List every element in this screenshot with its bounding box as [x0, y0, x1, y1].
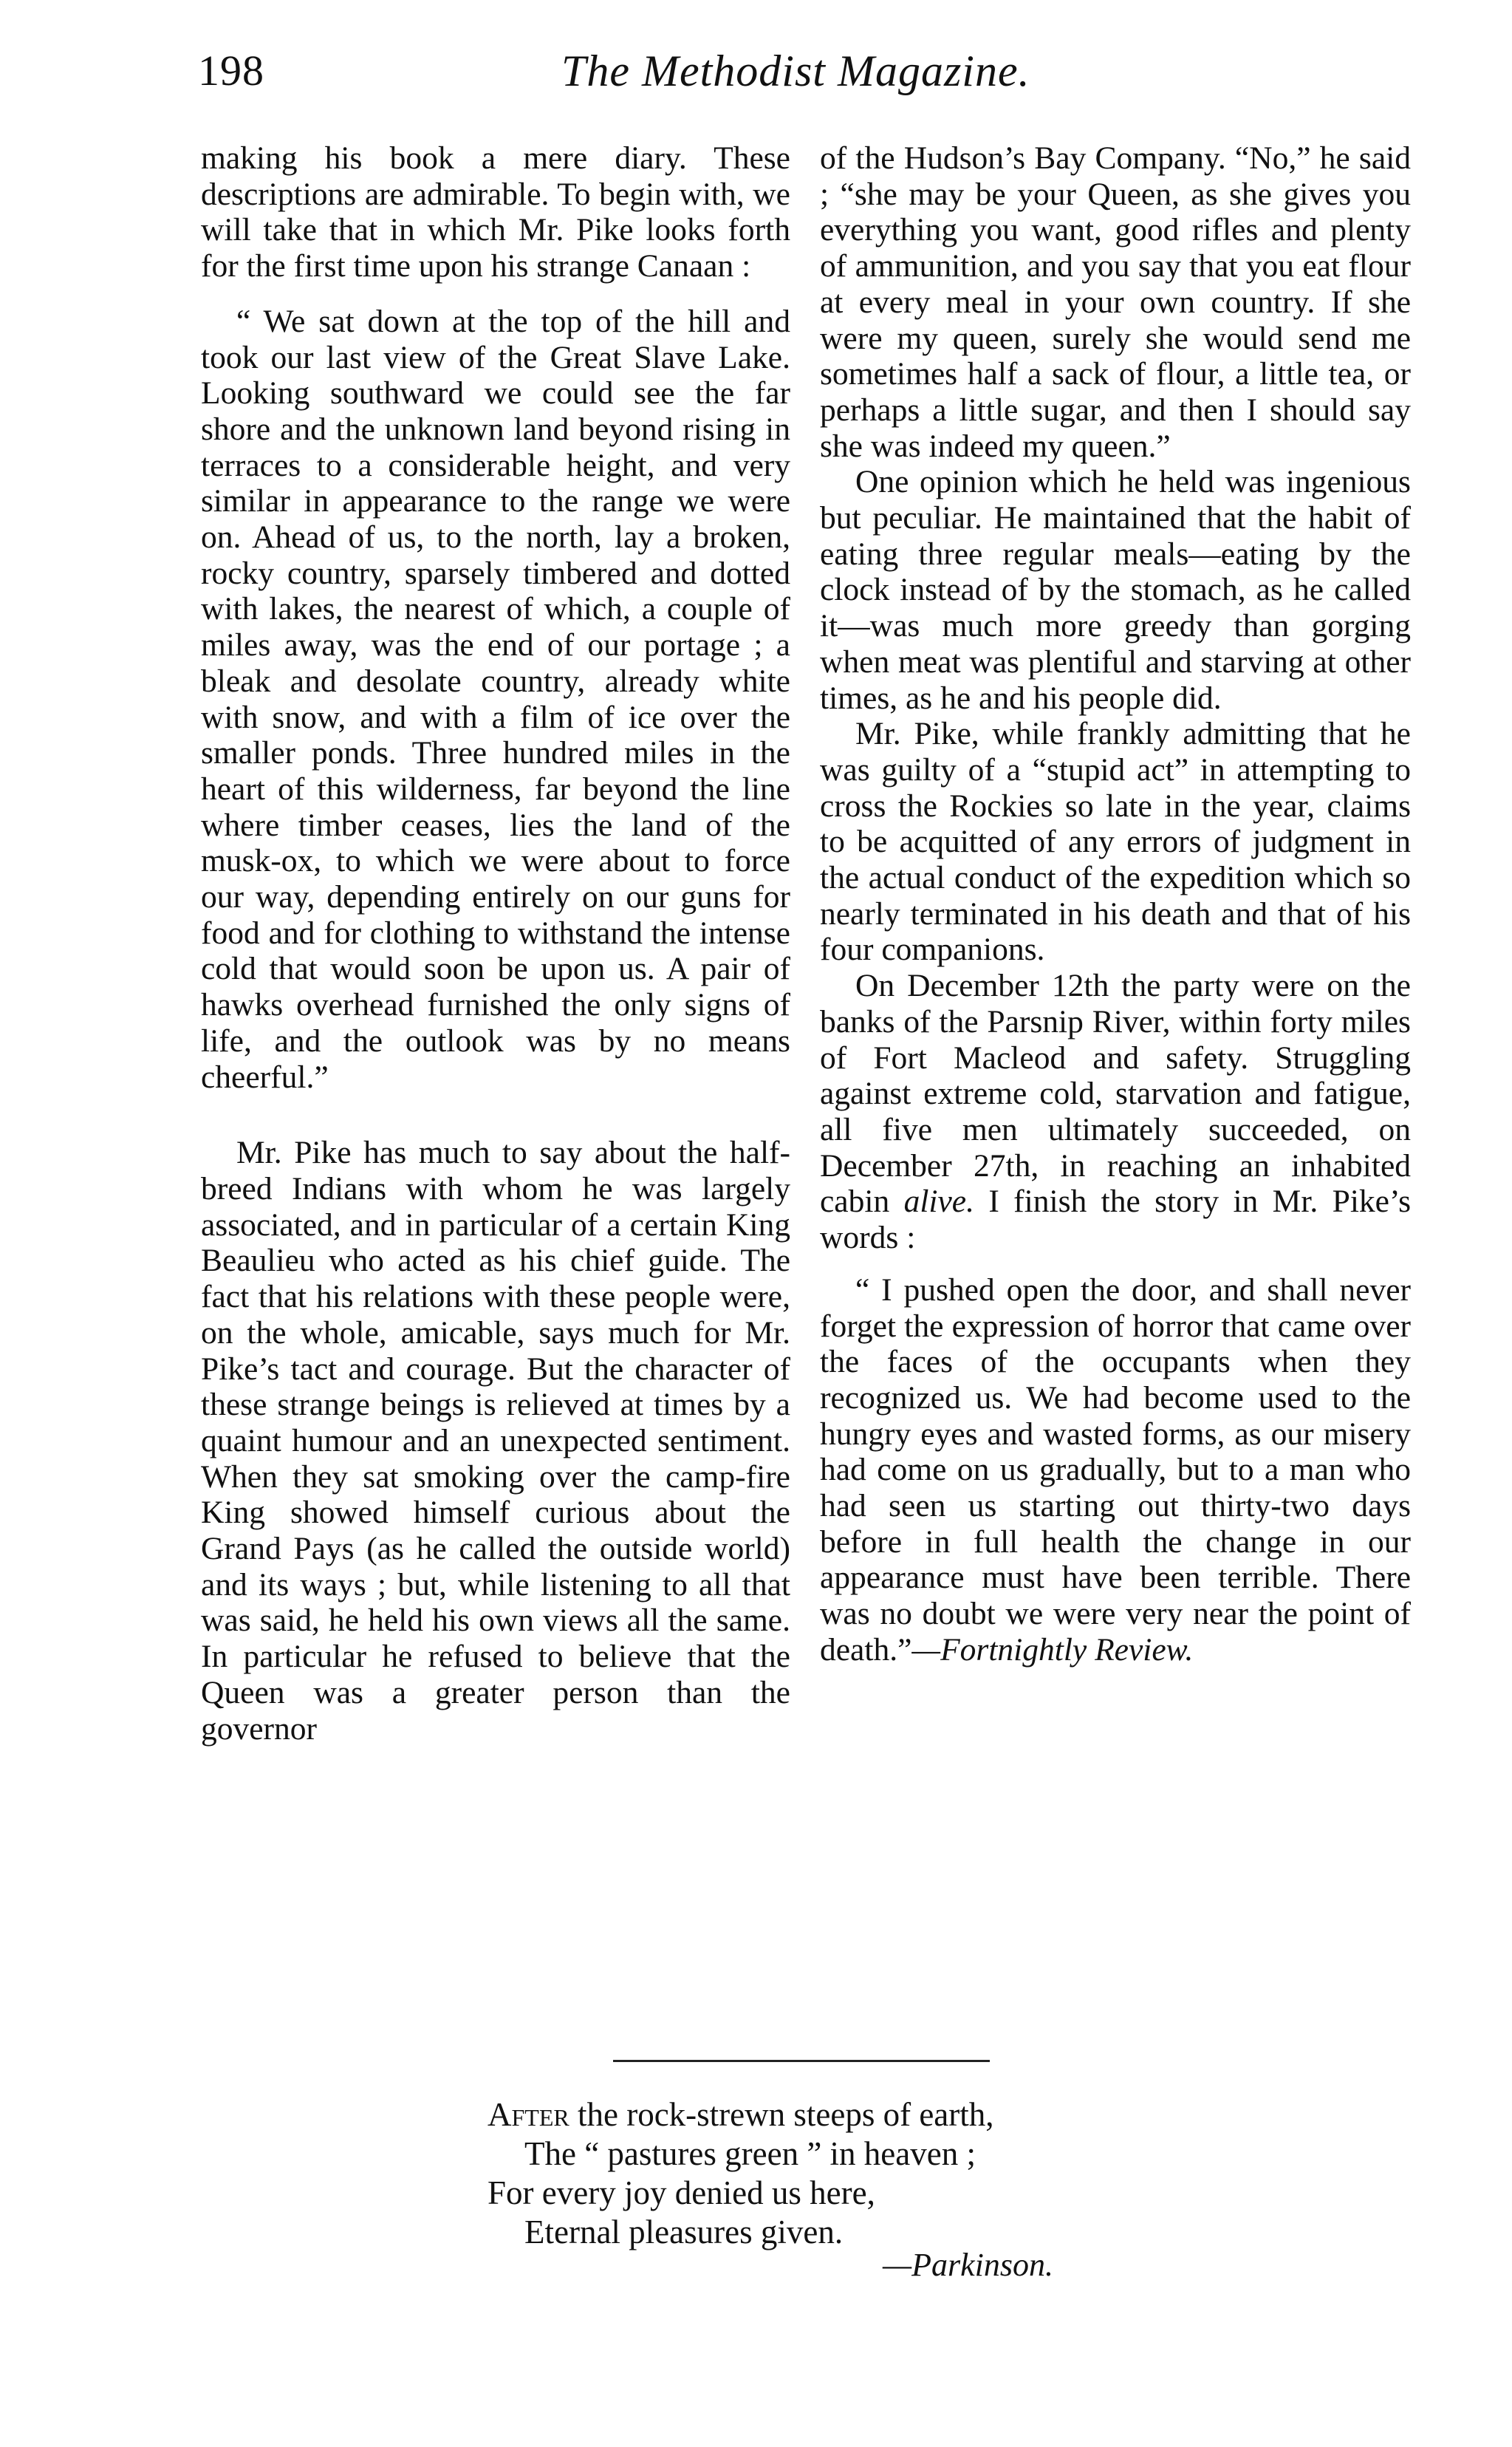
section-divider [613, 2060, 990, 2062]
poem-line-text: the rock-strewn steeps of earth, [569, 2096, 994, 2133]
paragraph-text: On December 12th the party were on the banks of the Parsnip River, within forty miles of Fort Macleod and safety. Struggling against extreme cold, starvation and fatigue, all five men ultimately succeeded, on December 27th, in reaching an inhabited cabin [820, 968, 1411, 1220]
poem [443, 2095, 994, 2252]
paragraph: making his book a mere diary. These descriptions are admirable. To begin with, we will take that in which Mr. Pike looks forth for the first time upon his strange Canaan : [201, 140, 790, 284]
left-column [201, 140, 790, 1747]
running-title: The Methodist Magazine. [561, 47, 1030, 95]
poem-line: For every joy denied us here, [488, 2174, 875, 2211]
block-quote: “ We sat down at the top of the hill and took our last view of the Great Slave Lake. Looking southward we could see the far shore and the unknown land beyond rising in terraces to a considerable height, and very similar in appearance to the range we were on. Ahead of us, to the north, lay a broken, rocky country, sparsely timbered and dotted with lakes, the nearest of which, a couple of miles away, was the end of our portage ; a bleak and desolate country, already white with snow, and with a film of ice over the smaller ponds. Three hundred miles in the heart of this wilderness, far beyond the line where timber ceases, lies the land of the musk-ox, to which we were about to force our way, depending entirely on our guns for food and for clothing to withstand the intense cold that would soon be upon us. A pair of hawks overhead furnished the only signs of life, and the outlook was by no means cheerful.” [201, 303, 790, 1095]
page-number: 198 [198, 47, 264, 95]
paragraph [820, 968, 1411, 1256]
paragraph: Mr. Pike, while frankly admitting that he was guilty of a “stupid act” in attempting to cross the Rockies so late in the year, claims to be acquitted of any errors of judgment in the actual conduct of the expedition which so nearly terminated in his death and that of his four companions. [820, 716, 1411, 968]
emphasis: alive. [903, 1184, 974, 1220]
poem-first-word: After [488, 2096, 569, 2133]
right-column [820, 140, 1411, 1668]
poem-attribution: —Parkinson. [883, 2247, 1053, 2283]
paragraph: Mr. Pike has much to say about the half-breed Indians with whom he was largely associated, and in particular of a certain King Beaulieu who acted as his chief guide. The fact that his relations with these people were, on the whole, amicable, says much for Mr. Pike’s tact and courage. But the character of these strange beings is relieved at times by a quaint humour and an unexpected sentiment. When they sat smoking over the camp-fire King showed himself curious about the Grand Pays (as he called the outside world) and its ways ; but, while listening to all that was said, he held his own views all the same. In particular he refused to believe that the Queen was a greater person than the governor [201, 1135, 790, 1747]
poem-line [488, 2095, 994, 2134]
paragraph: of the Hudson’s Bay Company. “No,” he said ; “she may be your Queen, as she gives you everything you want, good rifles and plenty of ammunition, and you say that you eat flour at every meal in your own country. If she were my queen, surely she would send me sometimes half a sack of flour, a little tea, or perhaps a little sugar, and then I should say she was indeed my queen.” [820, 140, 1411, 464]
poem-line: Eternal pleasures given. [524, 2214, 844, 2250]
quote-source: —Fortnightly Review. [911, 1631, 1194, 1668]
paragraph: One opinion which he held was ingenious but peculiar. He maintained that the habit of eating three regular meals—eating by the clock instead of by the stomach, as he called it—was much more greedy than gorging when meat was plentiful and starving at other times, as he and his people did. [820, 464, 1411, 716]
paragraph-text: I finish the story in Mr. Pike’s words : [820, 1184, 1411, 1256]
quote-text: “ I pushed open the door, and shall never forget the expression of horror that came over the faces of the occupants when they recognized us. We had become used to the hungry eyes and wasted forms, as our misery had come on us gradually, but to a man who had seen us starting out thirty-two days before in full health the change in our appearance must have been terrible. There was no doubt we were very near the point of death.” [820, 1272, 1411, 1668]
poem-line: The “ pastures green ” in heaven ; [524, 2135, 976, 2172]
block-quote [820, 1272, 1411, 1668]
